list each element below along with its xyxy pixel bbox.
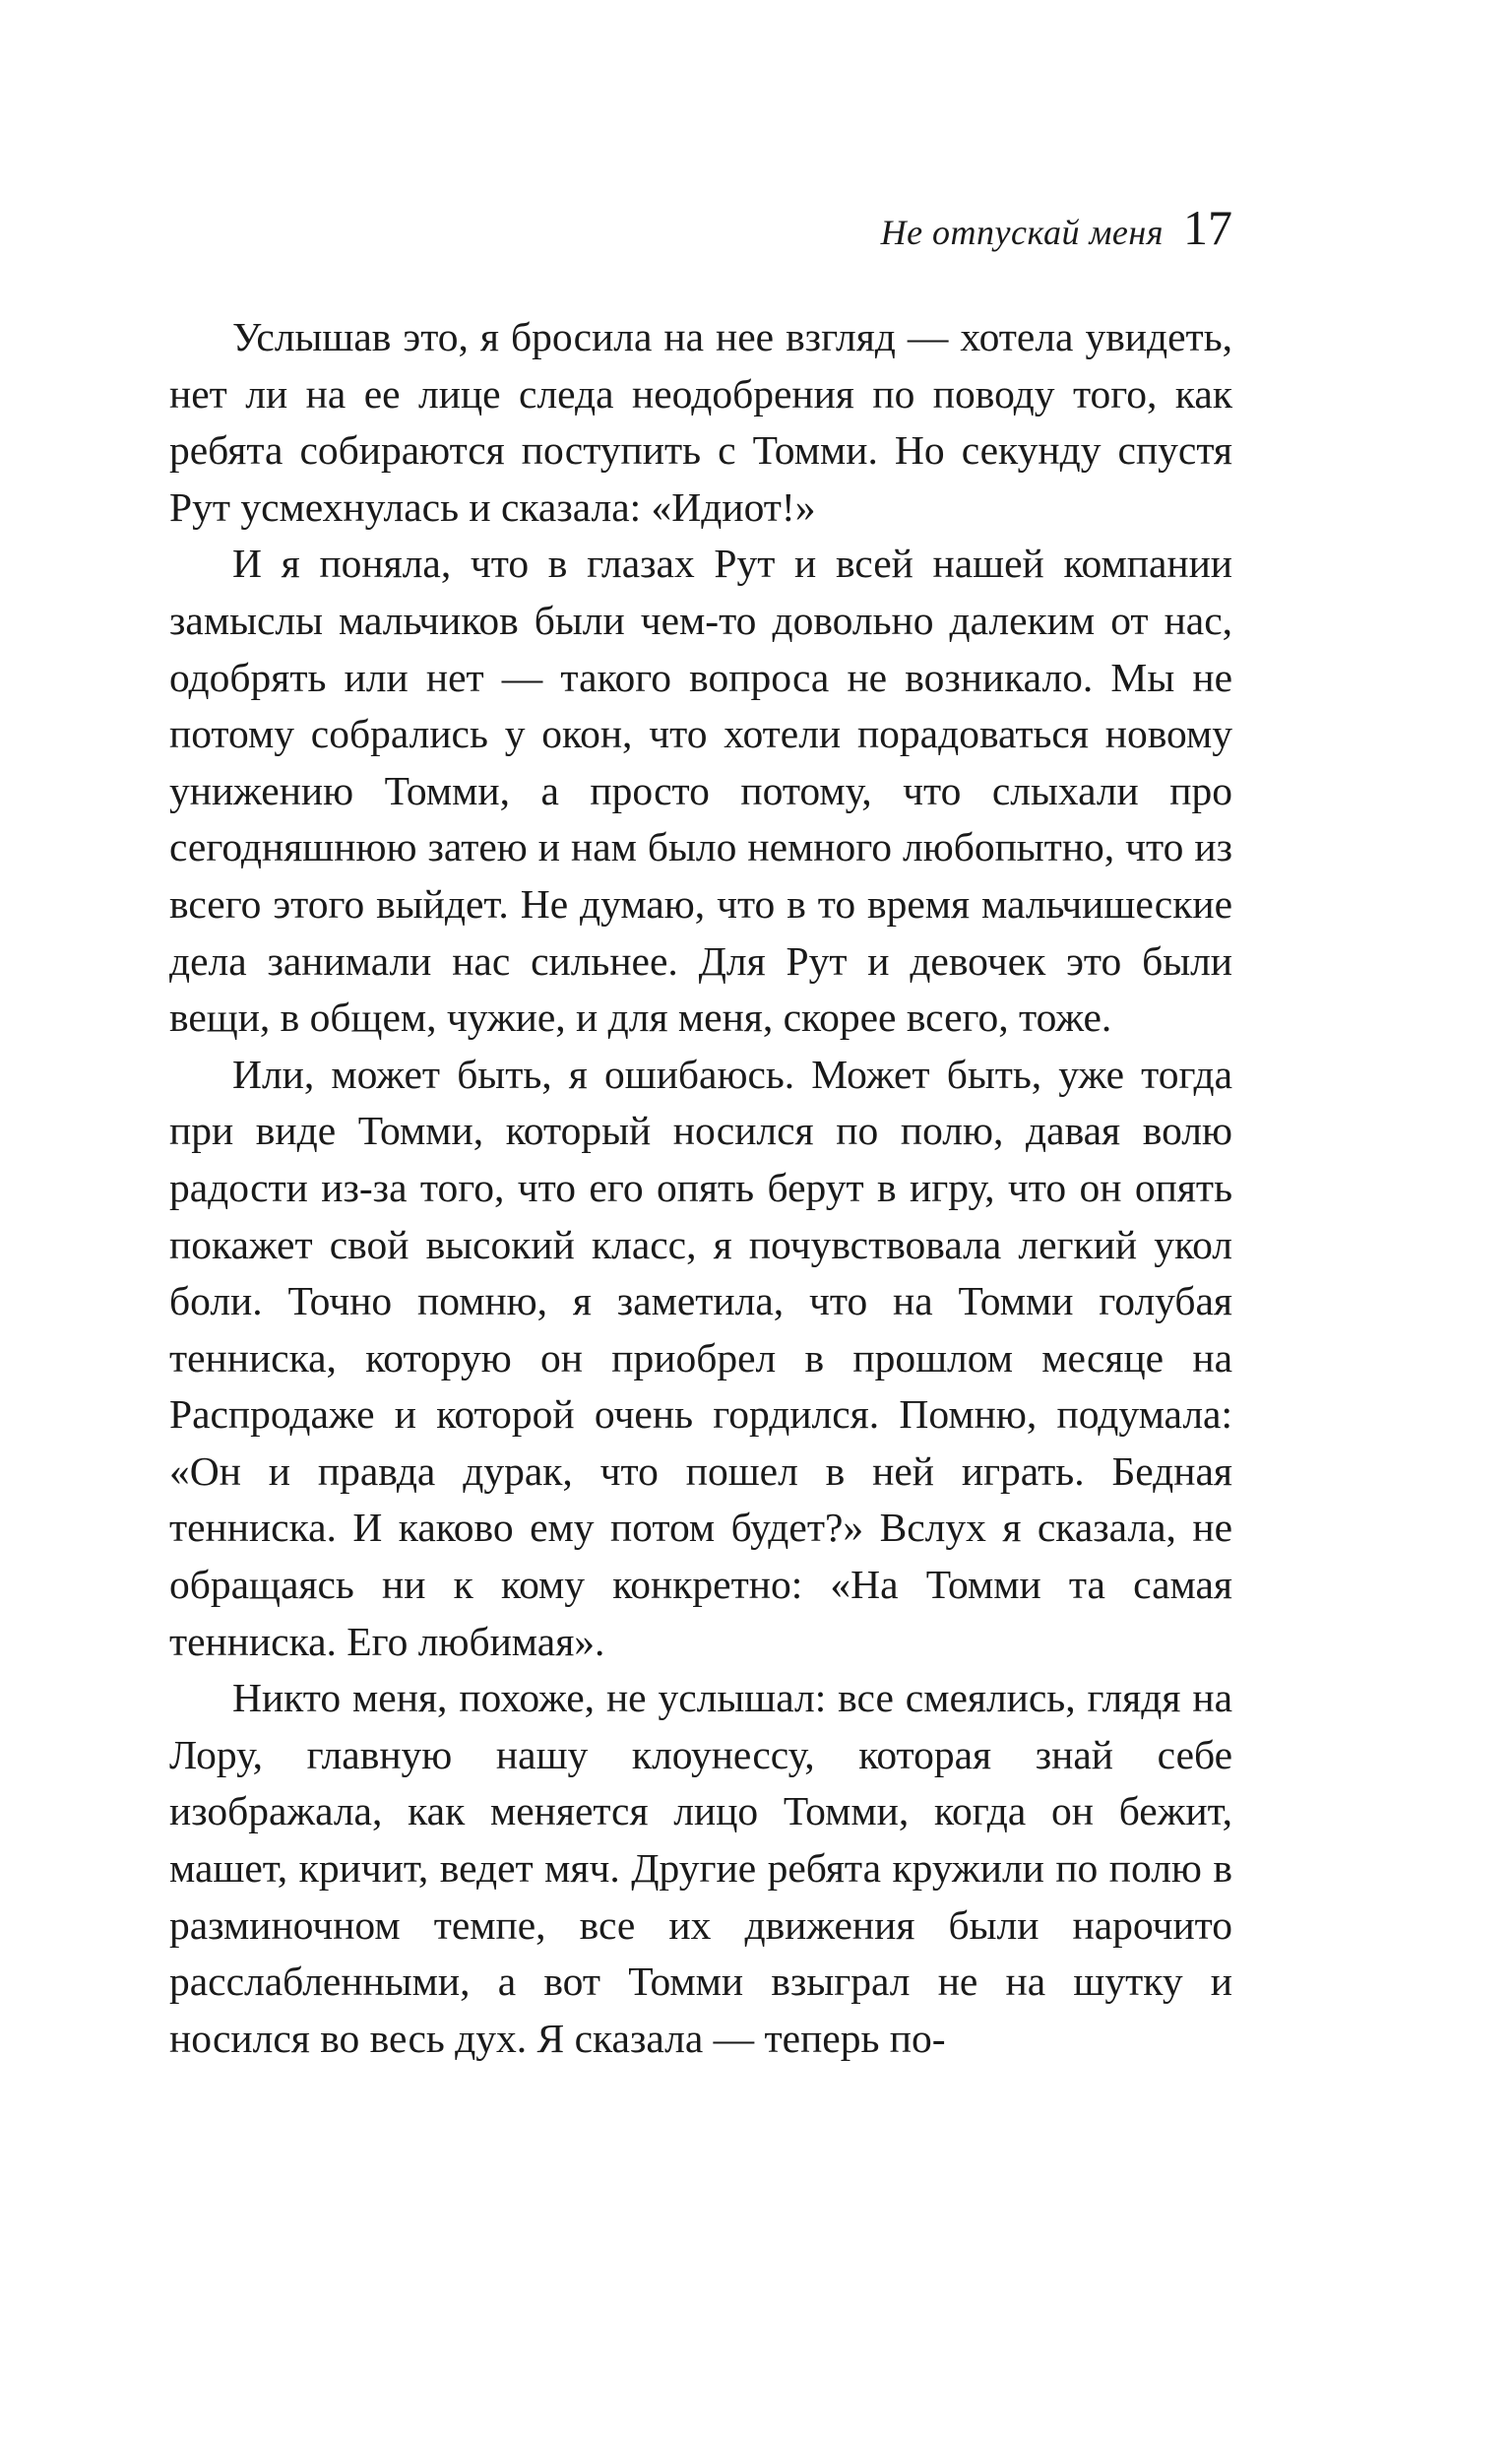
body-text: [169, 309, 1232, 2067]
running-head: [169, 200, 1232, 262]
running-title: Не отпускай меня: [880, 213, 1164, 252]
paragraph: И я поняла, что в глазах Рут и всей нашей компании замыслы мальчиков были чем-то довольно далеким от нас, одобрять или нет — такого вопроса не возникало. Мы не потому собрались у окон, что хотели порадоваться новому унижению Томми, а просто потому, что слыхали про сегодняшнюю затею и нам было немного любопытно, что из всего этого выйдет. Не думаю, что в то время мальчишеские дела занимали нас сильнее. Для Рут и девочек это были вещи, в общем, чужие, и для меня, скорее всего, тоже.: [169, 541, 1232, 1041]
paragraph: Никто меня, похоже, не услышал: все смеялись, глядя на Лору, главную нашу клоунессу, которая знай себе изображала, как меняется лицо Томми, когда он бежит, машет, кричит, ведет мяч. Другие ребята кружили по полю в разминочном темпе, все их движения были нарочито расслабленными, а вот Томми взыграл не на шутку и носился во весь дух. Я сказала — теперь по-: [169, 1675, 1232, 2061]
paragraph: Услышав это, я бросила на нее взгляд — хотела увидеть, нет ли на ее лице следа неодобрения по поводу того, как ребята собираются поступить с Томми. Но секунду спустя Рут усмехнулась и сказала: «Идиот!»: [169, 314, 1232, 530]
page-number: 17: [1183, 200, 1232, 255]
paragraph: Или, может быть, я ошибаюсь. Может быть, уже тогда при виде Томми, который носился по полю, давая волю радости из-за того, что его опять берут в игру, что он опять покажет свой высокий класс, я почувствовала легкий укол боли. Точно помню, я заметила, что на Томми голубая тенниска, которую он приобрел в прошлом месяце на Распродаже и которой очень гордился. Помню, подумала: «Он и правда дурак, что пошел в ней играть. Бедная тенниска. И каково ему потом будет?» Вслух я сказала, не обращаясь ни к кому конкретно: «На Томми та самая тенниска. Его любимая».: [169, 1051, 1232, 1664]
